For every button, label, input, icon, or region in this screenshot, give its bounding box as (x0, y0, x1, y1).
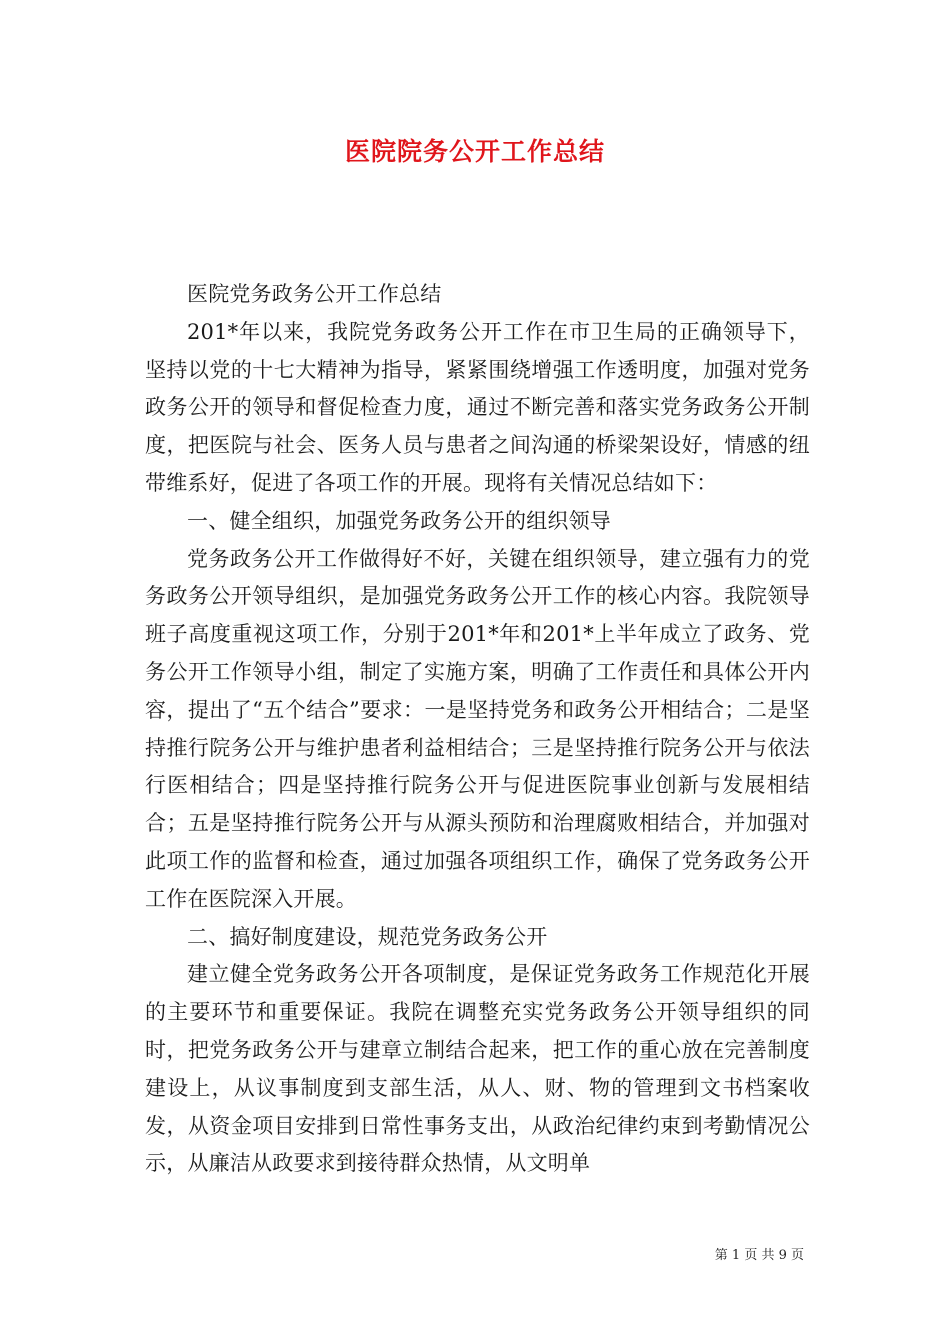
document-title: 医院院务公开工作总结 (344, 137, 605, 166)
document-body (145, 276, 810, 1183)
paragraph-section-1: 党务政务公开工作做得好不好，关键在组织领导，建立强有力的党务政务公开领导组织，是加强党务政务公开工作的核心内容。我院领导班子高度重视这项工作，分别于201*年和201*上半年成立了政务、党务公开工作领导小组，制定了实施方案，明确了工作责任和具体公开内容，提出了“五个结合”要求：一是坚持党务和政务公开相结合；二是坚持推行院务公开与维护患者利益相结合；三是坚持推行院务公开与依法行医相结合；四是坚持推行院务公开与促进医院事业创新与发展相结合；五是坚持推行院务公开与从源头预防和治理腐败相结合，并加强对此项工作的监督和检查，通过加强各项组织工作，确保了党务政务公开工作在医院深入开展。 (145, 546, 810, 911)
paragraph-intro: 201*年以来，我院党务政务公开工作在市卫生局的正确领导下，坚持以党的十七大精神为指导，紧紧围绕增强工作透明度，加强对党务政务公开的领导和督促检查力度，通过不断完善和落实党务政务公开制度，把医院与社会、医务人员与患者之间沟通的桥梁架设好，情感的纽带维系好，促进了各项工作的开展。现将有关情况总结如下： (145, 319, 810, 495)
page-number: 第 1 页 共 9 页 (714, 1248, 804, 1263)
section-heading-1: 一、健全组织，加强党务政务公开的组织领导 (187, 508, 611, 533)
paragraph-section-2: 建立健全党务政务公开各项制度，是保证党务政务工作规范化开展的主要环节和重要保证。我院在调整充实党务政务公开领导组织的同时，把党务政务公开与建章立制结合起来，把工作的重心放在完善制度建设上，从议事制度到支部生活，从人、财、物的管理到文书档案收发，从资金项目安排到日常性事务支出，从政治纪律约束到考勤情况公示，从廉洁从政要求到接待群众热情，从文明单 (145, 962, 810, 1176)
paragraph-subtitle: 医院党务政务公开工作总结 (187, 282, 442, 306)
section-heading-2: 二、搞好制度建设，规范党务政务公开 (187, 924, 548, 949)
